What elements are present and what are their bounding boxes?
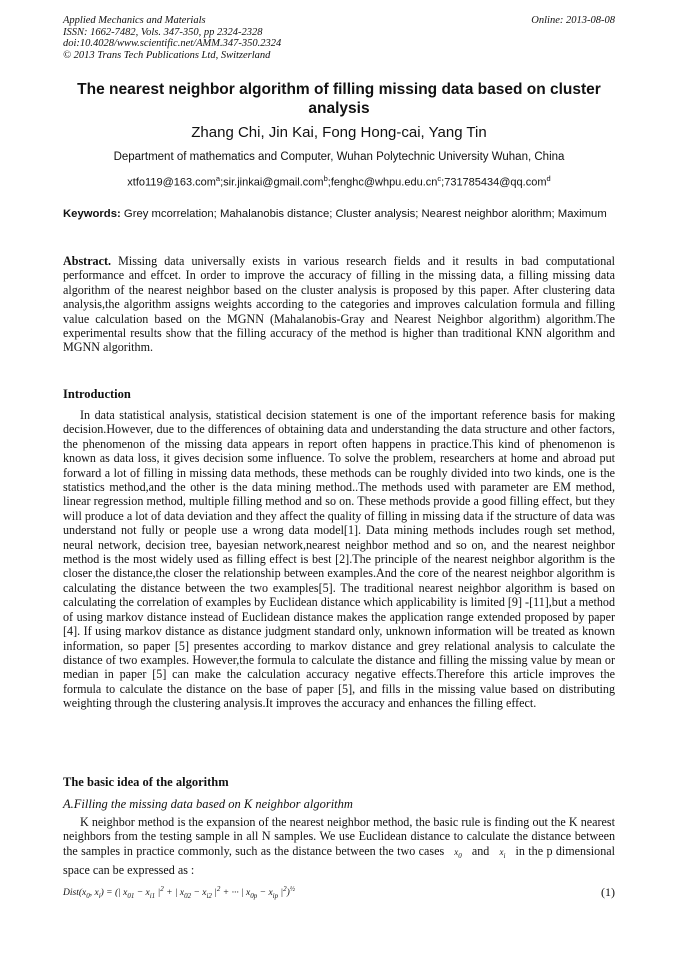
email-list: $xtfo119@163.com^a;sir.jinkai@gmail.com^b;fenghc@whpu.edu.cn^c;731785434@qq.com^d$ — [127, 174, 551, 189]
introduction-body: In data statistical analysis, statistical decision statement is one of the important reference basis for making decision.However, due to the differences of obtaining data and understanding the data structure and other factors, the phenomenon of the missing data appears in report often happens in practice.This kind of phenomenon is known as data loss, it gives decision some influence. To solve the problem, researchers at home and abroad put forward a lot of filling in missing data methods, these methods can be roughly divided into two kinds, one is the statistics method,and the other is the data mining method..The methods used with parameter are EM method, linear regression method, multiple filling method and so on. These methods provide a good filling effect, but they will produce a lot of data deviation and they affect the quality of filling in missing data if the structure of data was understand not fully or people use a wrong data model[1]. Data mining methods includes rough set method, neural network, decision tree, bayesian network,nearest neighbor method and so on, and the nearest neighbor method is the most widely used as filling effect is best [2].The principle of the nearest neighbor algorithm is the closer the distance,the closer the relationship between examples.And the core of the nearest neighbor algorithm is calculating the distance between the two examples[5]. The traditional nearest neighbor algorithm is based on calculating the correlation of examples by Euclidean distance which applicability is limited [9] -[11],but a method of using markov distance instead of Euclidean distance makes the application range extended proposed by paper [4]. If using markov distance as distance judgment standard only, unknown information will be treated as known information, so paper [5] presentes according to markov distance and grey relational analysis to calculate the distance of two examples. However,the formula to calculate the distance and filling the missing value by mean or median in paper [5] can make the calculation accuracy negative effects.Therefore this article improves the formula to calculate the distance on the base of paper [5], and fills in the missing value based on distributing weighting through the clustering analysis.It improves the accuracy and enhances the filling effect. — [63, 408, 615, 711]
equation-body: $Dist(x_0$, $x_i$) = (| $x_{01} - x_{i1}$ $|^2$ + | $x_{02} - x_{i2}$ $|^2$ + ··· | $x_{0p} - x_{ip}$ $|^2)^{\frac{1}{2}}$ — [63, 885, 296, 901]
keywords-text: Grey mcorrelation; Mahalanobis distance; Cluster analysis; Nearest neighbor alorithm; Maximum — [123, 208, 607, 220]
subsection-heading: A.Filling the missing data based on K neighbor algorithm — [63, 797, 353, 811]
copyright-line: © 2013 Trans Tech Publications Ltd, Switzerland — [63, 49, 271, 61]
basic-idea-heading: The basic idea of the algorithm — [63, 775, 229, 789]
knn-text: K neighbor method is the expansion of the nearest neighbor method, the basic rule is finding out the K nearest neighbors from the testing sample in all N samples. We use Euclidean distance to calculate the distance between the samples in practice commonly, such as the distance between the two cases — [63, 815, 615, 858]
equation-number: (1) — [601, 885, 615, 899]
abstract — [63, 254, 615, 355]
journal-header — [63, 15, 443, 61]
issn-line: ISSN: 1662-7482, Vols. 347-350, pp 2324-2328 — [63, 26, 263, 38]
keywords — [63, 207, 615, 222]
keywords-label: Keywords: — [63, 208, 121, 220]
paper-title: The nearest neighbor algorithm of filling missing data based on cluster analysis — [77, 81, 601, 117]
email-a[interactable]: xtfo119@163.com — [127, 176, 216, 189]
abstract-label: Abstract. — [63, 254, 112, 268]
author-list: Zhang Chi, Jin Kai, Fong Hong-cai, Yang Tin — [191, 124, 487, 141]
knn-and: and — [471, 843, 490, 858]
affiliation: Department of mathematics and Computer, Wuhan Polytechnic University Wuhan, China — [113, 151, 565, 163]
email-c[interactable]: fenghc@whpu.edu.cn — [330, 176, 438, 189]
email-b[interactable]: sir.jinkai@gmail.com — [223, 176, 324, 189]
introduction-heading: Introduction — [63, 387, 131, 401]
var-x0: $x_0$ — [454, 846, 462, 860]
doi-line: doi:10.4028/www.scientific.net/AMM.347-350.2324 — [63, 38, 282, 49]
online-date: Online: 2013-08-08 — [531, 15, 615, 26]
journal-name: Applied Mechanics and Materials — [63, 15, 206, 26]
euclidean-distance-equation — [63, 879, 615, 905]
knn-tail: in the p dimensional space can be expressed as : — [63, 843, 615, 878]
var-xi: $x_i$ — [499, 846, 506, 860]
email-d[interactable]: 731785434@qq.com — [444, 176, 547, 189]
abstract-text: Missing data universally exists in various research fields and it results in bad computational performance and effcet. In order to improve the accuracy of filling in the missing data, a filling missing data algorithm of the nearest neighbor based on the cluster analysis is proposed by this paper. After clustering data analysis,the algorithm assigns weights according to the categories and improves calculation formula and filling value calculation based on the MGNN (Mahalanobis-Gray and Nearest Neighbor algorithm) algorithm.The experimental results show that the filling accuracy of the method is higher than traditional KNN algorithm and MGNN algorithm. — [63, 254, 615, 355]
knn-paragraph — [63, 815, 615, 877]
